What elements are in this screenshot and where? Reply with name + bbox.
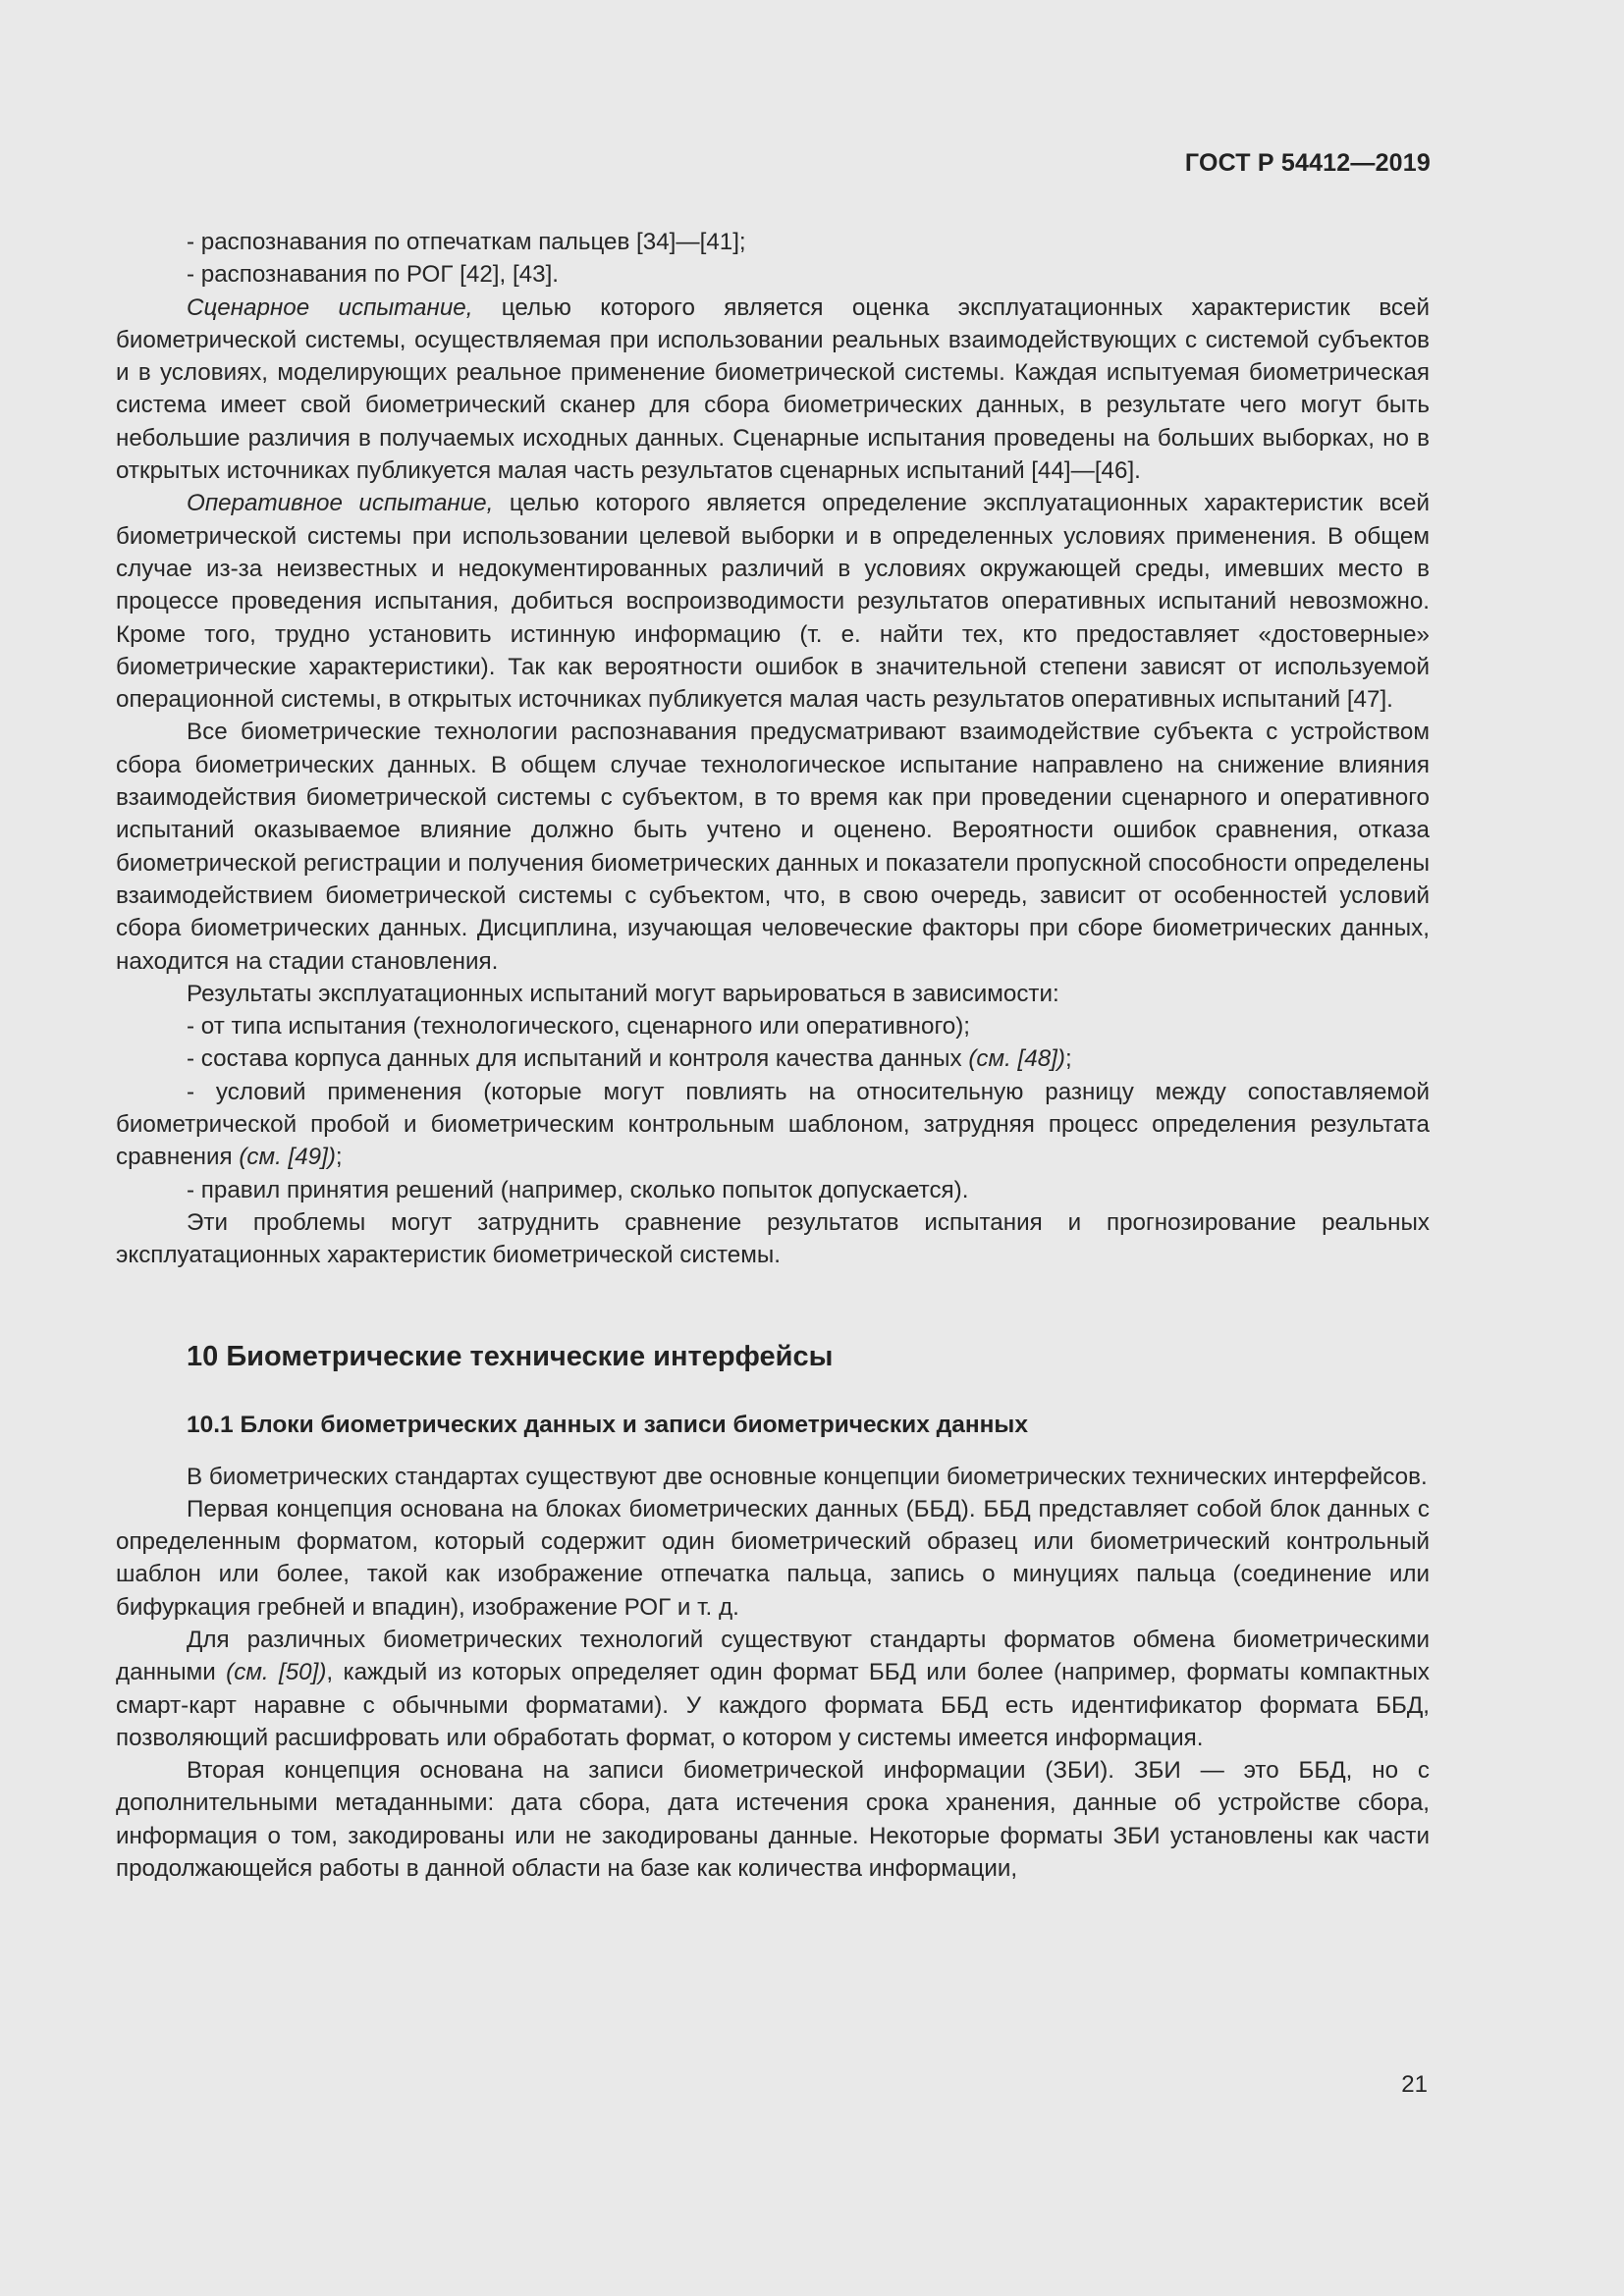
paragraph-operational-test — [116, 487, 1430, 716]
document-code-header: ГОСТ Р 54412—2019 — [1184, 149, 1431, 177]
conditions-reference: (см. [49]) — [239, 1144, 336, 1171]
operational-test-text: целью которого является определение эксплуатационных характеристик всей биометрической системы при использовании целевой выборки и в определенных условиях применения. В общем случае из-за неизвестных и недокументированных различий в условиях окружающей среды, имевших место в процессе проведения испытания, добиться воспроизводимости результатов оперативных испытаний невозможно. Кроме того, трудно установить истинную информацию (т. е. найти тех, кто предоставляет «достоверные» биометрические характеристики). Так как вероятности ошибок в значительной степени зависят от используемой операционной системы, в открытых источниках публикуется малая часть результатов оперативных испытаний [47]. — [116, 490, 1430, 714]
page-number: 21 — [1401, 2071, 1428, 2098]
conditions-text: - условий применения (которые могут повлиять на относительную разницу между сопоставляемой биометрической пробой и биометрическим контрольным шаблоном, затрудняя процесс определения результата сравнения — [116, 1078, 1430, 1171]
subsection-10-1-heading: 10.1 Блоки биометрических данных и записи биометрических данных — [187, 1411, 1028, 1438]
paragraph-exchange-formats — [116, 1624, 1430, 1754]
corpus-text: - состава корпуса данных для испытаний и контроля качества данных — [187, 1045, 969, 1073]
paragraph-two-concepts: В биометрических стандартах существуют две основные концепции биометрических технических интерфейсов. — [187, 1463, 1428, 1490]
paragraph-first-concept: Первая концепция основана на блоках биометрических данных (ББД). ББД представляет собой блок данных с определенным форматом, который содержит один биометрический образец или биометрический контрольный шаблон или более, такой как изображение отпечатка пальца, запись о минуциях пальца (соединение или бифуркация гребней и впадин), изображение РОГ и т. д. — [116, 1495, 1430, 1621]
section-10-heading: 10 Биометрические технические интерфейсы — [187, 1340, 834, 1372]
list-item-fingerprints: - распознавания по отпечаткам пальцев [34]—[41]; — [187, 229, 746, 255]
paragraph-second-concept: Вторая концепция основана на записи биометрической информации (ЗБИ). ЗБИ — это ББД, но с дополнительными метаданными: дата сбора, дата истечения срока хранения, данные об устройстве сбора, информация о том, закодированы или не закодированы данные. Некоторые форматы ЗБИ установлены как части продолжающейся работы в данной области на базе как количества информации, — [116, 1757, 1430, 1883]
paragraph-results-intro: Результаты эксплуатационных испытаний могут варьироваться в зависимости: — [187, 980, 1059, 1007]
list-item-conditions — [116, 1076, 1430, 1174]
paragraph-interaction: Все биометрические технологии распознавания предусматривают взаимодействие субъекта с устройством сбора биометрических данных. В общем случае технологическое испытание направлено на снижение влияния взаимодействия биометрической системы с субъектом, в то время как при проведении сценарного и оперативного испытаний оказываемое влияние должно быть учтено и оценено. Вероятности ошибок сравнения, отказа биометрической регистрации и получения биометрических данных и показатели пропускной способности определены взаимодействием биометрической системы с субъектом, что, в свою очередь, зависит от особенностей условий сбора биометрических данных. Дисциплина, изучающая человеческие факторы при сборе биометрических данных, находится на стадии становления. — [116, 719, 1430, 975]
conditions-end: ; — [335, 1144, 343, 1171]
list-item-test-type: - от типа испытания (технологического, сценарного или оперативного); — [187, 1013, 970, 1041]
scenario-test-text: целью которого является оценка эксплуатационных характеристик всей биометрической системы, осуществляемая при использовании реальных взаимодействующих с системой субъектов и в условиях, моделирующих реальное применение биометрической системы. Каждая испытуемая биометрическая система имеет свой биометрический сканер для сбора биометрических данных, в результате чего могут быть небольшие различия в получаемых исходных данных. Сценарные испытания проведены на больших выборках, но в открытых источниках публикуется малая часть результатов сценарных испытаний [44]—[46]. — [116, 294, 1430, 485]
term-scenario-test: Сценарное испытание, — [187, 294, 473, 321]
list-item-decision-rules: - правил принятия решений (например, сколько попыток допускается). — [187, 1176, 969, 1203]
exchange-formats-text: Для различных биометрических технологий существуют стандарты форматов обмена биометрическими данными — [116, 1626, 1430, 1686]
paragraph-closing: Эти проблемы могут затруднить сравнение результатов испытания и прогнозирование реальных эксплуатационных характеристик биометрической системы. — [116, 1208, 1430, 1269]
page-body — [116, 226, 1430, 1885]
exchange-formats-text-end: , каждый из которых определяет один формат ББД или более (например, форматы компактных смарт-карт наравне с обычными форматами). У каждого формата ББД есть идентификатор формата ББД, позволяющий расшифровать или обработать формат, о котором у системы имеется информация. — [116, 1659, 1430, 1751]
list-item-iris: - распознавания по РОГ [42], [43]. — [187, 261, 560, 289]
corpus-end: ; — [1064, 1045, 1072, 1073]
term-operational-test: Оперативное испытание, — [187, 490, 494, 517]
corpus-reference: (см. [48]) — [968, 1045, 1065, 1073]
paragraph-scenario-test — [116, 292, 1430, 488]
list-item-corpus — [116, 1042, 1430, 1075]
exchange-formats-reference: (см. [50]) — [226, 1659, 327, 1686]
